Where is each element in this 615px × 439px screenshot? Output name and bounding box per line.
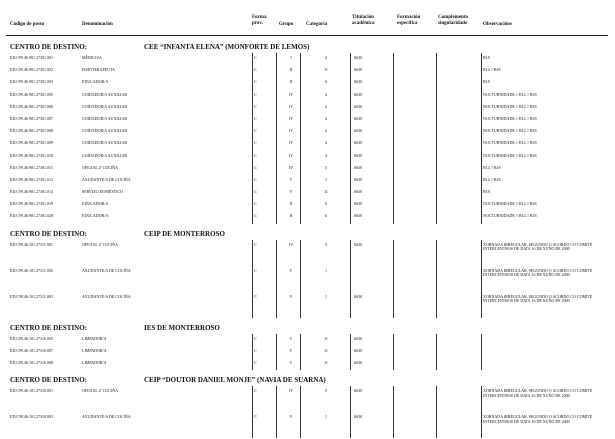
observations-cell: NOCTURNIDADE // B14 // B18 — [483, 152, 537, 158]
column-divider — [481, 53, 482, 224]
category-cell: 5 — [325, 241, 327, 247]
header-complemento: Complemento singularidade — [438, 15, 468, 26]
group-cell: II — [289, 213, 293, 219]
provision-form-cell: C — [254, 347, 257, 353]
academic-degree-cell: 6630 — [354, 201, 362, 207]
post-denomination-cell: AXUDANTE/A DE COCIÑA — [82, 293, 131, 299]
academic-degree-cell: 6630 — [354, 140, 362, 146]
observations-cell: B14 // B18 — [483, 164, 501, 170]
category-cell: 4 — [325, 91, 327, 97]
group-cell: II — [289, 67, 293, 73]
group-cell: IV — [288, 91, 294, 97]
provision-form-cell: C — [254, 152, 257, 158]
post-denomination-cell: EDUCADOR/A — [82, 201, 109, 207]
post-denomination-cell: OFICIAL 2ª COCIÑA — [82, 164, 119, 170]
column-divider — [276, 240, 277, 318]
provision-form-cell: C — [254, 91, 257, 97]
header-grupo: Grupo — [279, 22, 294, 27]
column-divider — [436, 386, 437, 438]
post-code-cell: ED.C99.46.101.27311.002 — [10, 267, 53, 273]
column-divider — [393, 386, 394, 438]
post-code-cell: ED.C99.46.901.27301.020 — [10, 213, 53, 219]
post-code-cell: ED.C99.46.901.27301.006 — [10, 103, 53, 109]
provision-form-cell: C — [254, 241, 257, 247]
category-cell: 2 — [325, 55, 327, 60]
table-row — [0, 163, 615, 175]
header-forma-prov: Forma prov. — [252, 15, 267, 26]
academic-degree-cell: 6630 — [354, 335, 362, 341]
observations-cell: XORNADA IRREGULAR, SEGUNDO O ACORDO CO COMITÉ INTERCENTROS DE DATA 16 DE XUÑO DE 2000 — [483, 388, 593, 398]
post-code-cell: ED.C99.46.901.27301.003 — [10, 79, 53, 85]
academic-degree-cell: 6630 — [354, 293, 362, 299]
table-row — [0, 346, 615, 358]
category-cell: 4 — [325, 128, 327, 134]
column-divider — [350, 334, 351, 371]
observations-cell: XORNADA IRREGULAR, SEGUNDO O ACORDO CO COMITÉ INTERCENTROS DE DATA 16 DE XUÑO DE 2000 — [483, 293, 593, 304]
group-cell: V — [289, 335, 293, 341]
academic-degree-cell: 6630 — [354, 164, 362, 170]
post-code-cell: ED.C99.46.101.27318.001 — [10, 388, 53, 394]
table-row — [0, 240, 615, 266]
group-cell: IV — [288, 115, 294, 121]
academic-degree-cell: 6630 — [354, 115, 362, 121]
provision-form-cell: C — [254, 164, 257, 170]
post-denomination-cell: AXUDANTE/A DE COCIÑA — [82, 414, 131, 420]
column-divider — [276, 386, 277, 438]
group-cell: V — [289, 189, 293, 195]
provision-form-cell: C — [254, 267, 257, 273]
post-denomination-cell: OFICIAL 2ª COCIÑA — [82, 388, 119, 394]
section-label: CENTRO DE DESTINO: — [10, 229, 88, 238]
post-denomination-cell: LIMPADOR/A — [82, 335, 107, 341]
section-name: CEIP DE MONTERROSO — [144, 229, 225, 238]
category-cell: 4 — [325, 103, 327, 109]
group-cell: IV — [288, 140, 294, 146]
provision-form-cell: C — [254, 128, 257, 134]
post-denomination-cell: LIMPADOR/A — [82, 347, 107, 353]
academic-degree-cell: 6630 — [354, 414, 362, 420]
post-denomination-cell: OFICIAL 2ª COCIÑA — [82, 241, 119, 247]
group-cell: V — [289, 347, 293, 353]
document-body — [0, 37, 615, 439]
academic-degree-cell: 6630 — [354, 347, 362, 353]
provision-form-cell: C — [254, 414, 257, 420]
column-divider — [350, 53, 351, 224]
post-denomination-cell: EDUCADOR/A — [82, 213, 109, 219]
column-divider — [481, 334, 482, 371]
column-divider — [252, 240, 253, 318]
section-rows — [0, 53, 615, 224]
category-cell: 1 — [325, 176, 327, 182]
table-row — [0, 199, 615, 211]
table-row — [0, 211, 615, 223]
group-cell: II — [289, 201, 293, 207]
table-row — [0, 90, 615, 102]
category-cell: 11 — [324, 347, 328, 353]
provision-form-cell: C — [254, 213, 257, 219]
column-divider — [393, 240, 394, 318]
column-divider — [276, 53, 277, 224]
academic-degree-cell: 6630 — [354, 241, 362, 247]
column-divider — [481, 240, 482, 318]
observations-cell: B14 // B18 — [483, 176, 501, 182]
observations-cell: NOCTURNIDADE // B14 // B18 — [483, 140, 537, 146]
header-titulacion: Titulación académica — [352, 15, 375, 26]
table-row — [0, 77, 615, 89]
column-divider — [481, 386, 482, 438]
provision-form-cell: C — [254, 103, 257, 109]
post-code-cell: ED.C99.46.901.27301.005 — [10, 91, 53, 97]
category-cell: 4 — [325, 152, 327, 158]
post-code-cell: ED.C99.46.101.27311.003 — [10, 293, 53, 299]
column-divider — [252, 386, 253, 438]
post-code-cell: ED.C99.46.101.27316.005 — [10, 335, 53, 341]
post-code-cell: ED.C99.46.101.27311.001 — [10, 241, 53, 247]
post-denomination-cell: LIMPADOR/A — [82, 360, 107, 365]
column-divider — [300, 240, 301, 318]
group-cell: IV — [288, 164, 294, 170]
section-header — [0, 37, 615, 53]
observations-cell: NOCTURNIDADE // B14 // B18 — [483, 91, 537, 97]
section-rows — [0, 386, 615, 438]
section-label: CENTRO DE DESTINO: — [10, 43, 88, 51]
category-cell: 1 — [325, 267, 327, 273]
post-code-cell: ED.C99.46.901.27301.009 — [10, 140, 53, 146]
category-cell: 6 — [325, 201, 327, 207]
section-name: IES DE MONTERROSO — [144, 323, 220, 332]
column-divider — [393, 53, 394, 224]
academic-degree-cell: 6630 — [354, 67, 362, 73]
provision-form-cell: C — [254, 201, 257, 207]
category-cell: 6 — [325, 79, 327, 85]
observations-cell: NOCTURNIDADE // B14 // B18 — [483, 201, 537, 207]
observations-cell: B14 // B18 — [483, 67, 501, 73]
table-row — [0, 102, 615, 114]
category-cell: 4 — [325, 115, 327, 121]
observations-cell: NOCTURNIDADE // B14 // B18 — [483, 115, 537, 121]
post-denomination-cell: COIDADOR/A AUXILIAR — [82, 128, 127, 134]
post-denomination-cell: FISIOTERAPEUTA — [82, 67, 116, 73]
header-categoria: Categoría — [306, 22, 328, 27]
column-divider — [300, 334, 301, 371]
provision-form-cell: C — [254, 189, 257, 195]
academic-degree-cell: 6630 — [354, 360, 362, 365]
provision-form-cell: C — [254, 115, 257, 121]
column-divider — [300, 53, 301, 224]
post-denomination-cell: AXUDANTE/A DE COCIÑA — [82, 176, 131, 182]
academic-degree-cell: 6630 — [354, 176, 362, 182]
section-label: CENTRO DE DESTINO: — [10, 376, 88, 385]
table-row — [0, 175, 615, 187]
group-cell: I — [290, 55, 292, 60]
table-row — [0, 65, 615, 77]
post-code-cell: ED.C99.46.901.27301.002 — [10, 67, 53, 73]
provision-form-cell: C — [254, 360, 257, 365]
post-denomination-cell: SERVIZO DOMÉSTICO — [82, 189, 123, 195]
post-code-cell: ED.C99.46.101.27316.008 — [10, 360, 53, 365]
group-cell: IV — [288, 241, 294, 247]
category-cell: 5 — [325, 164, 327, 170]
post-code-cell: ED.C99.46.901.27301.014 — [10, 189, 53, 195]
table-row — [0, 292, 615, 318]
column-divider — [276, 334, 277, 371]
header-rule — [6, 35, 608, 36]
section-rows — [0, 334, 615, 371]
academic-degree-cell: 6630 — [354, 152, 362, 158]
category-cell: 11 — [324, 67, 328, 73]
observations-cell: B18 — [483, 55, 490, 60]
observations-cell: XORNADA IRREGULAR, SEGUNDO O ACORDO CO COMITÉ INTERCENTROS DE DATA 16 DE XUÑO DE 2000 — [483, 241, 593, 252]
table-row — [0, 386, 615, 412]
observations-cell: XORNADA IRREGULAR, SEGUNDO O ACORDO CO COMITÉ INTERCENTROS DE DATA 16 DE XUÑO DE 2000 — [483, 267, 593, 278]
provision-form-cell: C — [254, 388, 257, 394]
provision-form-cell: C — [254, 140, 257, 146]
category-cell: 6 — [325, 213, 327, 219]
academic-degree-cell: 6630 — [354, 103, 362, 109]
category-cell: 11 — [324, 189, 328, 195]
observations-cell: NOCTURNIDADE // B14 // B18 — [483, 103, 537, 109]
table-row — [0, 412, 615, 438]
group-cell: V — [289, 176, 293, 182]
group-cell: V — [289, 360, 293, 365]
section-header — [0, 318, 615, 334]
post-denomination-cell: AXUDANTE/A DE COCIÑA — [82, 267, 131, 273]
table-row — [0, 126, 615, 138]
academic-degree-cell: 6630 — [354, 388, 362, 394]
post-denomination-cell: MÉDICO/A — [82, 55, 102, 60]
category-cell: 4 — [325, 140, 327, 146]
category-cell: 5 — [325, 388, 327, 394]
header-observacions: Observacións — [483, 22, 512, 27]
column-divider — [350, 240, 351, 318]
post-code-cell: ED.C99.46.901.27301.010 — [10, 152, 53, 158]
academic-degree-cell: 6630 — [354, 55, 362, 60]
column-divider — [436, 240, 437, 318]
post-code-cell: ED.C99.46.901.27301.011 — [10, 164, 53, 170]
post-code-cell: ED.C99.46.901.27301.008 — [10, 128, 53, 134]
observations-cell: NOCTURNIDADE // B14 // B18 — [483, 128, 537, 134]
academic-degree-cell: 6630 — [354, 128, 362, 134]
post-denomination-cell: COIDADOR/A AUXILIAR — [82, 152, 127, 158]
category-cell: 1 — [325, 414, 327, 420]
post-code-cell: ED.C99.46.901.27301.007 — [10, 115, 53, 121]
observations-cell: XORNADA IRREGULAR, SEGUNDO O ACORDO CO COMITÉ INTERCENTROS DE DATA 16 DE XUÑO DE 2000 — [483, 414, 593, 424]
section-name: CEE “INFANTA ELENA” (MONFORTE DE LEMOS) — [144, 43, 310, 51]
academic-degree-cell: 6630 — [354, 91, 362, 97]
section-rows — [0, 240, 615, 318]
group-cell: V — [289, 267, 293, 273]
observations-cell: B18 — [483, 189, 490, 195]
column-divider — [436, 53, 437, 224]
provision-form-cell: C — [254, 79, 257, 85]
post-denomination-cell: COIDADOR/A AUXILIAR — [82, 91, 127, 97]
table-row — [0, 138, 615, 150]
post-denomination-cell: EDUCADOR/A — [82, 79, 109, 85]
post-denomination-cell: COIDADOR/A AUXILIAR — [82, 103, 127, 109]
provision-form-cell: C — [254, 176, 257, 182]
post-code-cell: ED.C99.46.101.27316.007 — [10, 347, 53, 353]
post-code-cell: ED.C99.46.101.27318.003 — [10, 414, 53, 420]
header-formacion: Formación específica — [397, 15, 421, 26]
observations-cell: NOCTURNIDADE // B14 // B18 — [483, 213, 537, 219]
group-cell: IV — [288, 103, 294, 109]
column-divider — [252, 53, 253, 224]
header-codigo: Código de posto — [10, 22, 45, 27]
table-row — [0, 266, 615, 292]
post-code-cell: ED.C99.46.901.27301.019 — [10, 201, 53, 207]
column-divider — [300, 386, 301, 438]
academic-degree-cell: 6630 — [354, 79, 362, 85]
provision-form-cell: C — [254, 335, 257, 341]
post-denomination-cell: COIDADOR/A AUXILIAR — [82, 140, 127, 146]
table-row — [0, 358, 615, 370]
section-label: CENTRO DE DESTINO: — [10, 323, 88, 332]
academic-degree-cell: 6630 — [354, 213, 362, 219]
section-header — [0, 370, 615, 386]
post-code-cell: ED.C99.46.901.27301.012 — [10, 176, 53, 182]
header-denominacion: Denominación — [82, 22, 113, 27]
group-cell: IV — [288, 152, 294, 158]
table-row — [0, 187, 615, 199]
section-header — [0, 224, 615, 240]
group-cell: IV — [288, 388, 294, 394]
provision-form-cell: C — [254, 55, 257, 60]
table-header — [0, 0, 615, 36]
group-cell: V — [289, 293, 293, 299]
table-row — [0, 114, 615, 126]
section-name: CEIP “DOUTOR DANIEL MONJE” (NAVIA DE SUARNA) — [144, 376, 326, 385]
table-row — [0, 53, 615, 65]
group-cell: II — [289, 79, 293, 85]
column-divider — [393, 334, 394, 371]
category-cell: 1 — [325, 293, 327, 299]
table-row — [0, 151, 615, 163]
academic-degree-cell: 6630 — [354, 189, 362, 195]
column-divider — [350, 386, 351, 438]
category-cell: 11 — [324, 360, 328, 365]
provision-form-cell: C — [254, 67, 257, 73]
category-cell: 11 — [324, 335, 328, 341]
column-divider — [252, 334, 253, 371]
column-divider — [436, 334, 437, 371]
group-cell: V — [289, 414, 293, 420]
table-row — [0, 334, 615, 346]
observations-cell: B18 — [483, 79, 490, 85]
provision-form-cell: C — [254, 293, 257, 299]
post-code-cell: ED.C99.46.901.27301.001 — [10, 55, 53, 60]
post-denomination-cell: COIDADOR/A AUXILIAR — [82, 115, 127, 121]
group-cell: IV — [288, 128, 294, 134]
